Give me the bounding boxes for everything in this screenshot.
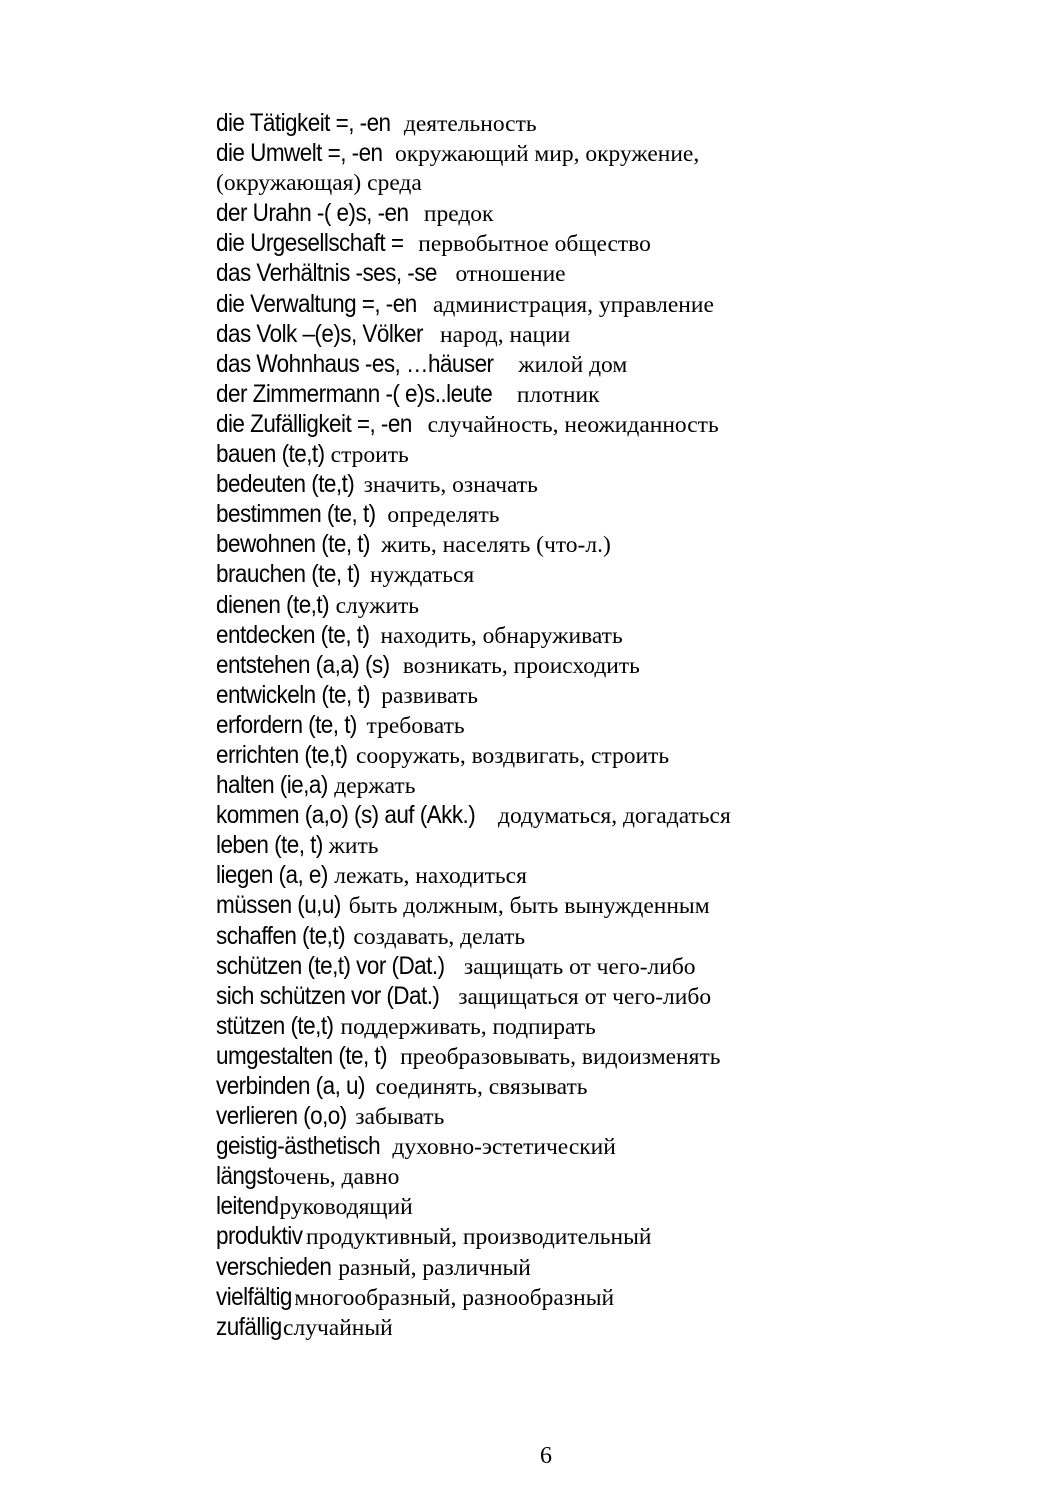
vocabulary-entry <box>216 1131 836 1161</box>
russian-translation: защищать от чего-либо <box>463 953 696 980</box>
vocabulary-entry <box>216 379 836 409</box>
vocabulary-entry <box>216 1191 836 1221</box>
russian-translation: забывать <box>355 1104 445 1131</box>
russian-translation: очень, давно <box>273 1164 400 1191</box>
german-term: bauen (te,t) <box>216 440 325 469</box>
russian-translation: лежать, находиться <box>334 863 527 890</box>
vocabulary-entry <box>216 650 836 680</box>
vocabulary-entry <box>216 620 836 650</box>
german-term: müssen (u,u) <box>216 891 341 920</box>
german-term: erfordern (te, t) <box>216 710 357 739</box>
vocabulary-entry <box>216 981 836 1011</box>
vocabulary-entry <box>216 590 836 620</box>
vocabulary-entry <box>216 138 836 168</box>
german-term: halten (ie,a) <box>216 771 328 800</box>
vocabulary-entry <box>216 1312 836 1342</box>
vocabulary-entry <box>216 108 836 138</box>
russian-translation: многообразный, разнообразный <box>294 1284 615 1311</box>
russian-translation: требовать <box>366 712 465 739</box>
german-term: die Tätigkeit =, -en <box>216 109 391 137</box>
russian-translation: жить, населять (что-л.) <box>381 532 611 559</box>
russian-translation: деятельность <box>403 111 537 137</box>
vocabulary-entry <box>216 439 836 469</box>
russian-translation: строить <box>330 442 409 469</box>
vocabulary-entry <box>216 1282 836 1312</box>
german-term: das Verhältnis -ses, -se <box>216 259 437 288</box>
vocabulary-entry <box>216 710 836 740</box>
russian-translation: руководящий <box>279 1194 413 1221</box>
german-term: stützen (te,t) <box>216 1011 334 1040</box>
german-term: das Volk –(e)s, Völker <box>216 319 423 348</box>
vocabulary-entry <box>216 1252 836 1282</box>
russian-translation: развивать <box>381 682 478 709</box>
vocabulary-entry <box>216 1011 836 1041</box>
german-term: verlieren (o,o) <box>216 1102 347 1131</box>
german-term: produktiv <box>216 1222 303 1251</box>
german-term: bewohnen (te, t) <box>216 530 370 559</box>
russian-translation: преобразовывать, видоизменять <box>400 1043 721 1070</box>
vocabulary-entry <box>216 198 836 228</box>
vocabulary-entry <box>216 680 836 710</box>
russian-translation: случайность, неожиданность <box>427 411 719 438</box>
vocabulary-entry <box>216 1041 836 1071</box>
vocabulary-entry <box>216 1071 836 1101</box>
german-term: errichten (te,t) <box>216 740 348 769</box>
german-term: schützen (te,t) vor (Dat.) <box>216 951 445 980</box>
german-term: brauchen (te, t) <box>216 560 360 589</box>
german-term: die Urgesellschaft = <box>216 229 404 258</box>
vocabulary-entry <box>216 228 836 258</box>
german-term: bestimmen (te, t) <box>216 500 376 529</box>
russian-translation: жить <box>328 833 379 860</box>
german-term: die Verwaltung =, -en <box>216 289 417 318</box>
vocabulary-entry <box>216 289 836 319</box>
russian-translation: продуктивный, производительный <box>306 1224 652 1251</box>
german-term: entwickeln (te, t) <box>216 680 371 709</box>
german-term: die Zufälligkeit =, -en <box>216 409 412 438</box>
vocabulary-entry <box>216 1101 836 1131</box>
vocabulary-entry <box>216 860 836 890</box>
german-term: schaffen (te,t) <box>216 921 346 950</box>
russian-translation: соединять, связывать <box>375 1074 588 1100</box>
russian-translation: (окружающая) среда <box>216 170 422 197</box>
vocabulary-entry <box>216 258 836 288</box>
russian-translation: предок <box>423 201 494 228</box>
german-term: leitend <box>216 1192 279 1221</box>
german-term: liegen (a, e) <box>216 861 328 890</box>
russian-translation: быть должным, быть вынужденным <box>348 893 710 920</box>
german-term: verbinden (a, u) <box>216 1072 365 1100</box>
vocabulary-list <box>216 108 836 1342</box>
russian-translation: первобытное общество <box>418 231 651 258</box>
russian-translation: додуматься, догадаться <box>498 803 731 830</box>
german-term: kommen (a,o) (s) auf (Akk.) <box>216 801 476 830</box>
russian-translation: защищаться от чего-либо <box>458 983 712 1010</box>
german-term: geistig-ästhetisch <box>216 1132 381 1161</box>
vocabulary-entry <box>216 529 836 559</box>
vocabulary-entry <box>216 469 836 499</box>
russian-translation: определять <box>387 502 500 529</box>
russian-translation: служить <box>335 592 420 619</box>
vocabulary-entry <box>216 921 836 951</box>
russian-translation: отношение <box>455 261 566 288</box>
german-term: längst <box>216 1162 273 1191</box>
page-number: 6 <box>540 1443 552 1469</box>
russian-translation: держать <box>334 773 416 800</box>
russian-translation: находить, обнаруживать <box>380 622 623 649</box>
german-term: entdecken (te, t) <box>216 620 370 649</box>
russian-translation: нуждаться <box>369 562 475 589</box>
german-term: dienen (te,t) <box>216 590 330 619</box>
german-term: das Wohnhaus -es, …häuser <box>216 349 494 378</box>
vocabulary-entry <box>216 409 836 439</box>
german-term: leben (te, t) <box>216 831 323 860</box>
vocabulary-entry <box>216 168 836 198</box>
german-term: vielfältig <box>216 1282 292 1311</box>
russian-translation: сооружать, воздвигать, строить <box>356 742 670 769</box>
german-term: der Urahn -( e)s, -en <box>216 199 409 228</box>
german-term: bedeuten (te,t) <box>216 470 355 499</box>
german-term: umgestalten (te, t) <box>216 1041 388 1070</box>
russian-translation: плотник <box>516 381 600 408</box>
vocabulary-entry <box>216 319 836 349</box>
vocabulary-entry <box>216 951 836 981</box>
german-term: verschieden <box>216 1252 332 1281</box>
vocabulary-entry <box>216 830 836 860</box>
vocabulary-entry <box>216 770 836 800</box>
russian-translation: администрация, управление <box>432 291 714 318</box>
russian-translation: народ, нации <box>439 321 571 348</box>
russian-translation: окружающий мир, окружение, <box>395 141 700 168</box>
russian-translation: разный, различный <box>338 1254 531 1281</box>
vocabulary-entry <box>216 1221 836 1251</box>
german-term: die Umwelt =, -en <box>216 139 383 168</box>
russian-translation: случайный <box>283 1314 393 1341</box>
german-term: zufällig <box>216 1312 282 1341</box>
vocabulary-entry <box>216 1161 836 1191</box>
german-term: entstehen (a,a) (s) <box>216 650 390 679</box>
vocabulary-entry <box>216 890 836 920</box>
russian-translation: возникать, происходить <box>402 652 640 679</box>
vocabulary-entry <box>216 800 836 830</box>
vocabulary-entry <box>216 559 836 589</box>
russian-translation: духовно-эстетический <box>392 1134 616 1161</box>
german-term: der Zimmermann -( e)s..leute <box>216 379 493 408</box>
russian-translation: поддерживать, подпирать <box>340 1013 596 1040</box>
german-term: sich schützen vor (Dat.) <box>216 981 440 1010</box>
russian-translation: жилой дом <box>518 351 628 378</box>
russian-translation: создавать, делать <box>353 923 526 950</box>
vocabulary-entry <box>216 349 836 379</box>
vocabulary-entry <box>216 499 836 529</box>
vocabulary-entry <box>216 740 836 770</box>
russian-translation: значить, означать <box>363 472 538 499</box>
